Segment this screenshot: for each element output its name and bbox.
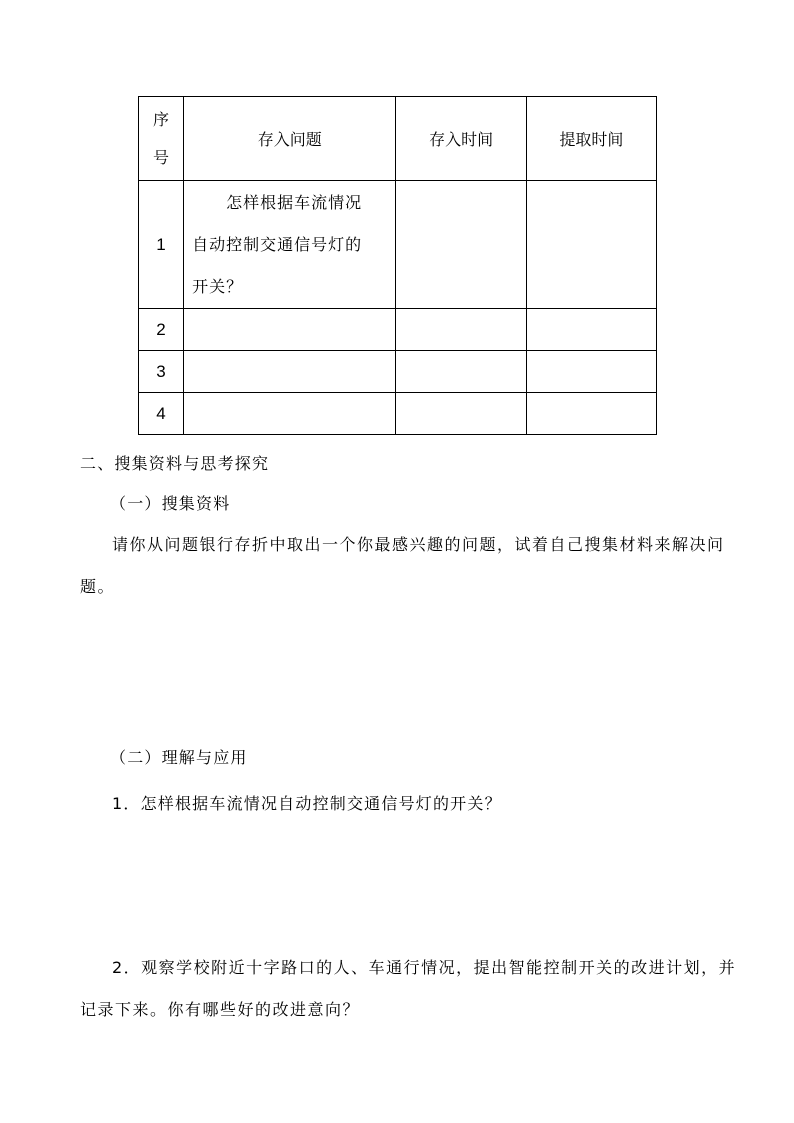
header-question: 存入问题 xyxy=(184,97,396,181)
subsection-heading-collect: （一）搜集资料 xyxy=(110,494,231,513)
question-line: 自动控制交通信号灯的 xyxy=(192,234,363,254)
row-question xyxy=(184,181,396,309)
header-deposit-time: 存入时间 xyxy=(396,97,526,181)
row-question xyxy=(184,351,396,393)
row-deposit-time xyxy=(396,393,526,435)
question-line: 怎样根据车流情况 xyxy=(226,192,363,212)
header-number xyxy=(139,97,184,181)
row-withdraw-time xyxy=(526,309,656,351)
row-number: 1 xyxy=(139,181,184,309)
question-bank-table xyxy=(138,96,657,435)
subsection-heading-apply: （二）理解与应用 xyxy=(110,748,248,767)
question-line: 开关？ xyxy=(192,276,244,296)
row-question xyxy=(184,393,396,435)
table-row xyxy=(139,393,657,435)
row-number: 4 xyxy=(139,393,184,435)
table-row xyxy=(139,351,657,393)
row-deposit-time xyxy=(396,181,526,309)
section-heading: 二、搜集资料与思考探究 xyxy=(80,454,270,473)
row-deposit-time xyxy=(396,309,526,351)
row-withdraw-time xyxy=(526,351,656,393)
question-2: 2．观察学校附近十字路口的人、车通行情况，提出智能控制开关的改进计划，并记录下来。你有哪些好的改进意向？ xyxy=(80,958,737,1019)
row-withdraw-time xyxy=(526,393,656,435)
table-header-row xyxy=(139,97,657,181)
question-1: 1．怎样根据车流情况自动控制交通信号灯的开关？ xyxy=(112,794,502,813)
row-question xyxy=(184,309,396,351)
header-number-line1: 序 xyxy=(153,109,170,129)
row-number: 2 xyxy=(139,309,184,351)
header-number-line2: 号 xyxy=(153,147,170,167)
row-withdraw-time xyxy=(526,181,656,309)
header-withdraw-time: 提取时间 xyxy=(526,97,656,181)
table-row xyxy=(139,181,657,309)
collect-paragraph: 请你从问题银行存折中取出一个你最感兴趣的问题，试着自己搜集材料来解决问题。 xyxy=(80,535,725,596)
row-deposit-time xyxy=(396,351,526,393)
row-number: 3 xyxy=(139,351,184,393)
table-row xyxy=(139,309,657,351)
